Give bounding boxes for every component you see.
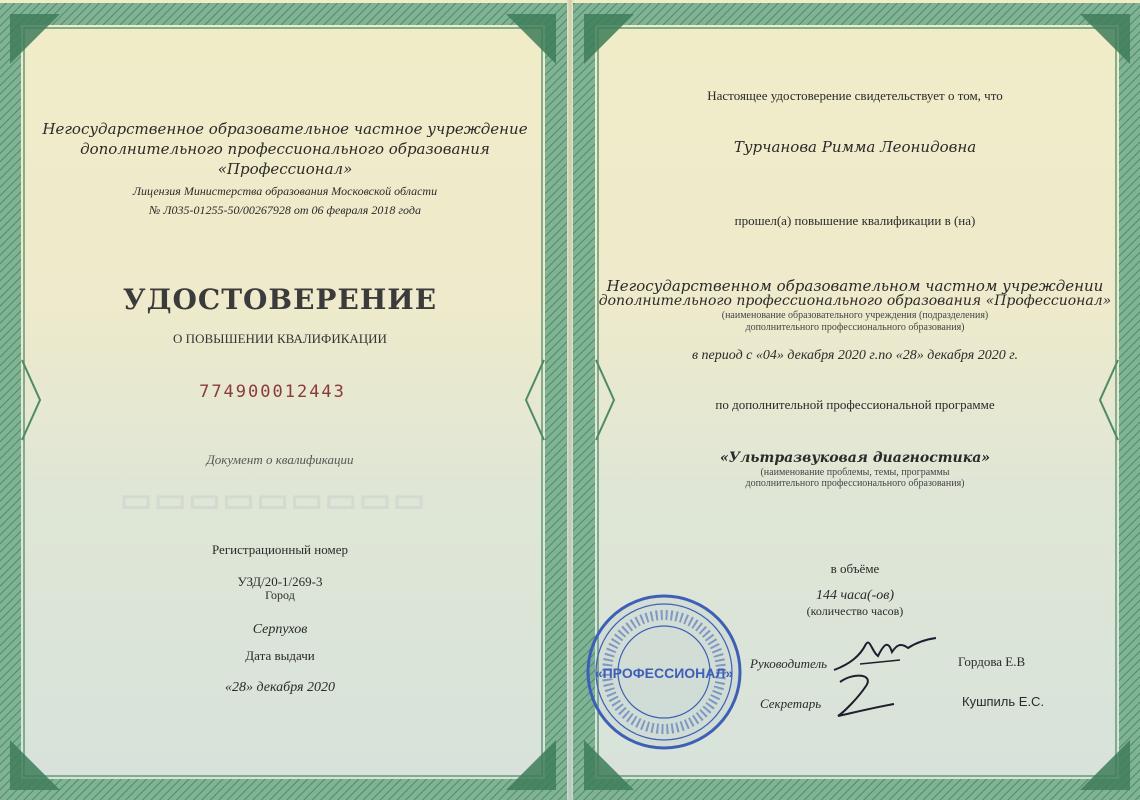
official-stamp [584,592,744,752]
document-subtitle: О ПОВЫШЕНИИ КВАЛИФИКАЦИИ [173,331,387,346]
volume-label: в объёме [830,561,880,576]
registration-number: УЗД/20-1/269-3 [237,574,323,589]
background-watermark: ▭▭▭▭▭▭▭▭▭ [120,481,428,519]
city-value: Серпухов [252,622,308,637]
secretary-name: Кушпиль Е.С. [962,694,1045,709]
holder-name: Турчанова Римма Леонидовна [733,138,977,156]
document-type: Документ о квалификации [206,452,354,467]
hours-value: 144 часа(-ов) [815,588,895,603]
license-line1: Лицензия Министерства образования Московской области [132,184,438,198]
hours-caption: (количество часов) [806,604,904,618]
issuer-name-line2: дополнительного профессионального образования [80,140,490,158]
institution-line2: дополнительного профессионального образования «Профессионал» [598,293,1112,309]
program-caption2: дополнительного профессионального образования) [745,478,965,489]
program-label: по дополнительной профессиональной программе [715,397,995,412]
program-name: «Ультразвуковая диагностика» [719,450,991,466]
secretary-label: Секретарь [760,696,822,711]
institution-caption2: дополнительного профессионального образования) [745,322,965,333]
issuer-name-line1: Негосударственное образовательное частное учреждение [42,120,528,138]
head-label: Руководитель [750,656,828,671]
institution-line1: Негосударственном образовательном частном учреждении [606,277,1104,295]
right-page [570,0,1140,800]
program-caption1: (наименование проблемы, темы, программы [760,467,950,478]
issuer-name-line3: «Профессионал» [217,160,353,178]
serial-number: 774900012443 [199,382,346,402]
head-name: Гордова Е.В [958,654,1026,669]
issue-date-value: «28» декабря 2020 [224,680,336,695]
intro-text: Настоящее удостоверение свидетельствует о том, что [707,88,1003,103]
secretary-signature [832,672,902,720]
city-label: Город [265,588,295,602]
passed-text: прошел(а) повышение квалификации в (на) [734,213,976,228]
license-line2: № Л035-01255-50/00267928 от 06 февраля 2018 года [149,203,421,217]
institution-caption1: (наименование образовательного учреждения (подразделения) [721,310,989,321]
stamp-label: «ПРОФЕССИОНАЛ» [594,665,734,681]
registration-label: Регистрационный номер [212,542,348,557]
issue-date-label: Дата выдачи [245,648,315,663]
study-period: в период с «04» декабря 2020 г.по «28» декабря 2020 г. [691,348,1019,363]
document-title: УДОСТОВЕРЕНИЕ [122,283,438,316]
